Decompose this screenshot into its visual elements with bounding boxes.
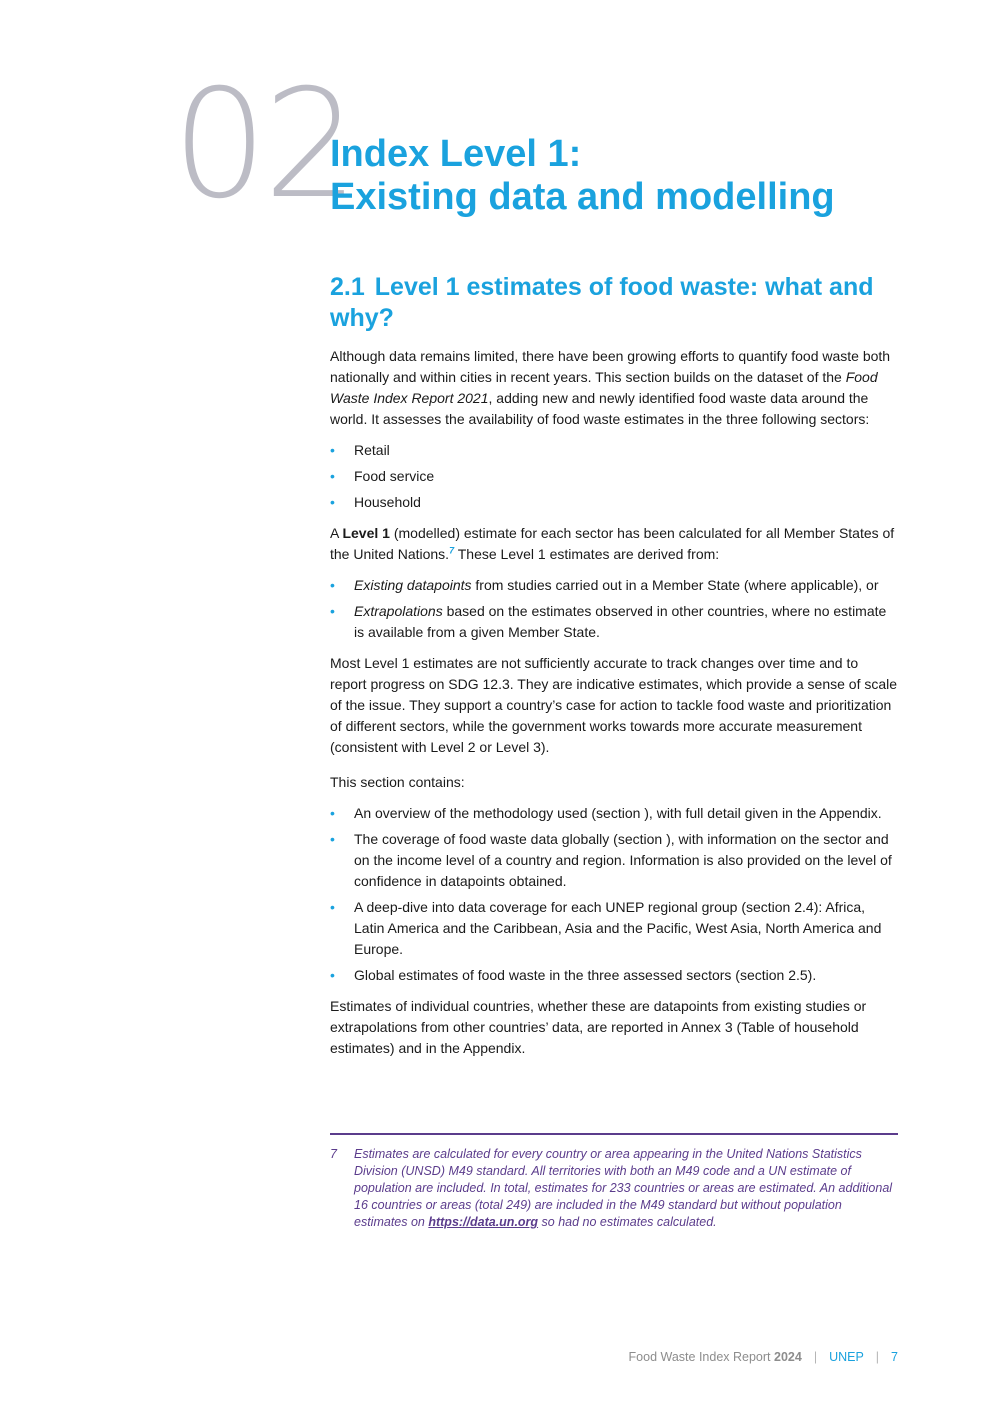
chapter-title bbox=[330, 133, 835, 219]
page-footer bbox=[629, 1349, 898, 1365]
list-item: • An overview of the methodology used (section ), with full detail given in the Appendix. bbox=[330, 803, 898, 824]
footnote-divider bbox=[330, 1133, 898, 1135]
footnote-number: 7 bbox=[330, 1147, 337, 1161]
list-item: • Household bbox=[330, 492, 898, 513]
derived-list bbox=[330, 575, 898, 643]
chapter-title-line2: Existing data and modelling bbox=[330, 176, 835, 218]
footnote bbox=[330, 1146, 898, 1231]
footer-separator: | bbox=[813, 1350, 818, 1364]
footer-report-title: Food Waste Index Report bbox=[628, 1350, 774, 1364]
list-item: • Retail bbox=[330, 440, 898, 461]
list-item: • Existing datapoints from studies carried out in a Member State (where applicable), or bbox=[330, 575, 898, 596]
page-number: 7 bbox=[891, 1350, 898, 1364]
level1-bold: Level 1 bbox=[342, 525, 390, 541]
chapter-title-line1: Index Level 1: bbox=[330, 133, 582, 175]
list-item: • Extrapolations based on the estimates observed in other countries, where no estimate is available from a given Member State. bbox=[330, 601, 898, 643]
intro-paragraph: Although data remains limited, there have been growing efforts to quantify food waste both nationally and within cities in recent years. This section builds on the dataset of the Food Waste Index Report 2021, adding new and newly identified food waste data around the world. It assesses the availability of food waste estimates in the three following sectors: bbox=[330, 348, 891, 427]
section-heading bbox=[330, 272, 898, 334]
sector-list bbox=[330, 440, 898, 513]
footnote-ref[interactable]: 7 bbox=[449, 545, 455, 556]
list-item: • Food service bbox=[330, 466, 898, 487]
contents-list bbox=[330, 803, 898, 986]
main-content bbox=[330, 272, 898, 1069]
un-data-link[interactable]: https://data.un.org bbox=[428, 1215, 539, 1229]
report-2021-title: Food Waste Index Report 2021 bbox=[330, 369, 878, 406]
footer-separator: | bbox=[875, 1350, 880, 1364]
list-item: • A deep-dive into data coverage for each UNEP regional group (section 2.4): Africa, Latin America and the Caribbean, Asia and the Pacific, West Asia, North America and Europe. bbox=[330, 897, 898, 960]
level1-paragraph: A Level 1 (modelled) estimate for each sector has been calculated for all Member States of the United Nations.$^7$ These Level 1 estimates are derived from: bbox=[330, 525, 895, 562]
chapter-number: 02 bbox=[172, 58, 355, 232]
section-title: Level 1 estimates of food waste: what and why? bbox=[330, 273, 874, 332]
accuracy-paragraph: Most Level 1 estimates are not sufficiently accurate to track changes over time and to report progress on SDG 12.3. They are indicative estimates, which provide a sense of scale of the issue. They support a country’s case for action to tackle food waste and prioritization of different sectors, while the government works towards more accurate measurement (consistent with Level 2 or Level 3). bbox=[330, 655, 898, 755]
footer-year: 2024 bbox=[774, 1350, 802, 1364]
footnote-text: Estimates are calculated for every country or area appearing in the United Nations Statistics Division (UNSD) M49 standard. All territories with both an M49 code and a UN estimate of population are included. In total, estimates for 233 countries or areas are estimated. An additional 16 countries or areas (total 249) are included in the M49 standard but without population estimates on https://data.un.org so had no estimates calculated. bbox=[354, 1147, 893, 1229]
footer-org: UNEP bbox=[829, 1350, 864, 1364]
contains-paragraph: This section contains: bbox=[330, 774, 465, 790]
section-number: 2.1 bbox=[330, 273, 365, 301]
list-item: • The coverage of food waste data globally (section ), with information on the sector and on the income level of a country and region. Information is also provided on the level of confidence in datapoints obtained. bbox=[330, 829, 898, 892]
list-item: • Global estimates of food waste in the three assessed sectors (section 2.5). bbox=[330, 965, 898, 986]
estimates-paragraph: Estimates of individual countries, whether these are datapoints from existing studies or extrapolations from other countries’ data, are reported in Annex 3 (Table of household estimates) and in the Appendix. bbox=[330, 998, 867, 1056]
